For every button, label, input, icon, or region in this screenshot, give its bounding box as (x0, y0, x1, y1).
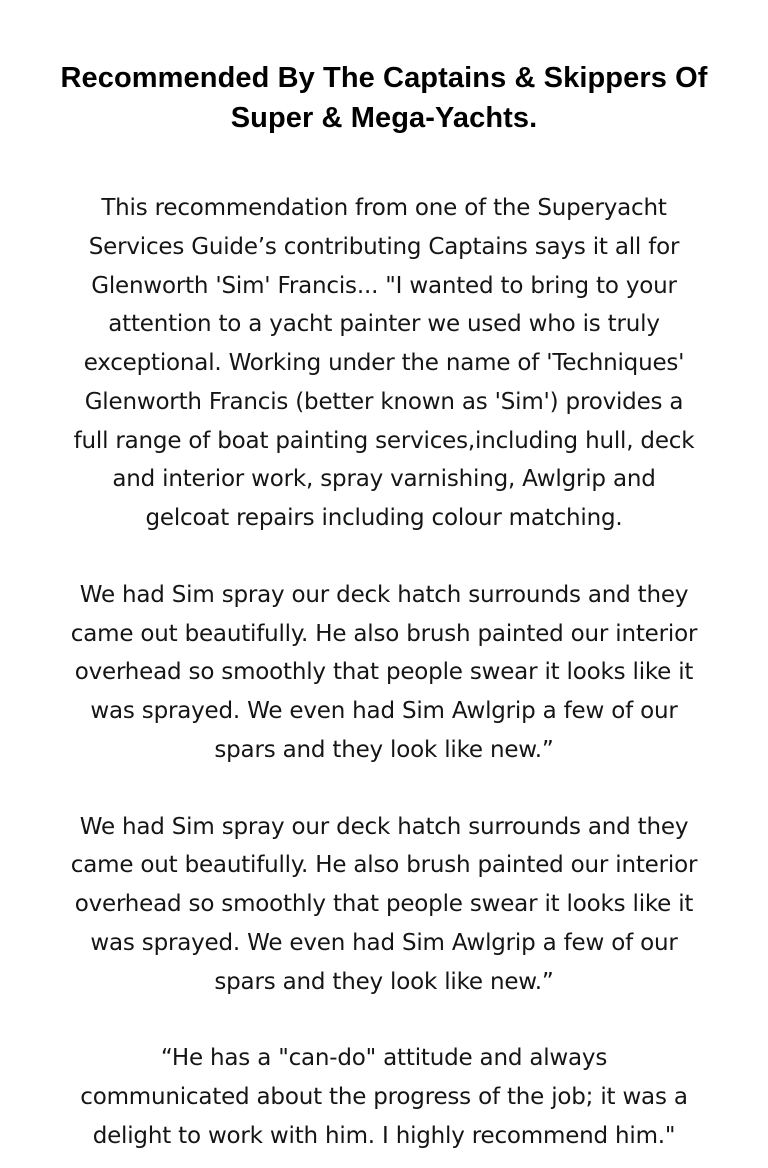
paragraph-line: We had Sim spray our deck hatch surrounds and they (79, 813, 689, 840)
paragraph-line: Glenworth 'Sim' Francis... "I wanted to bring to your (91, 272, 677, 299)
paragraph-line: Glenworth Francis (better known as 'Sim') provides a (84, 388, 684, 415)
paragraph-line: This recommendation from one of the Superyacht (101, 195, 667, 221)
closing-quote-paragraph (22, 1039, 746, 1155)
paragraph-line: “He has a "can-do" attitude and always (160, 1045, 608, 1072)
paragraph-line: overhead so smoothly that people swear it looks like it (74, 659, 694, 686)
paragraph-line: communicated about the progress of the job; it was a (80, 1084, 688, 1110)
paragraph-line: came out beautifully. He also brush painted our interior (70, 852, 698, 879)
paragraph-line: gelcoat repairs including colour matching. (145, 505, 623, 531)
paragraph-line: spars and they look like new.” (214, 968, 554, 995)
paragraph-line: and interior work, spray varnishing, Awlgrip and (112, 466, 656, 493)
paragraph-line: was sprayed. We even had Sim Awlgrip a few of our (90, 698, 678, 724)
paragraph-line: Services Guide’s contributing Captains says it all for (88, 233, 680, 260)
paragraph-line: spars and they look like new.” (214, 736, 554, 763)
paragraph-line: attention to a yacht painter we used who is truly (108, 311, 660, 338)
intro-paragraph (22, 189, 746, 538)
heading-line: Super & Mega-Yachts. (230, 102, 538, 134)
page-heading (22, 58, 746, 138)
heading-line: Recommended By The Captains & Skippers Of (60, 62, 708, 94)
paragraph-line: full range of boat painting services,including hull, deck (73, 427, 695, 454)
paragraph-line: delight to work with him. I highly recommend him." (92, 1122, 676, 1149)
paragraph-line: came out beautifully. He also brush painted our interior (70, 620, 698, 647)
paragraph-line: We had Sim spray our deck hatch surrounds and they (79, 581, 689, 608)
paragraph-line: exceptional. Working under the name of 'Techniques' (83, 350, 685, 376)
paragraph-line: overhead so smoothly that people swear it looks like it (74, 891, 694, 917)
testimonial-paragraph (22, 808, 746, 1002)
paragraph-line: was sprayed. We even had Sim Awlgrip a few of our (90, 929, 678, 956)
testimonial-paragraph (22, 576, 746, 770)
